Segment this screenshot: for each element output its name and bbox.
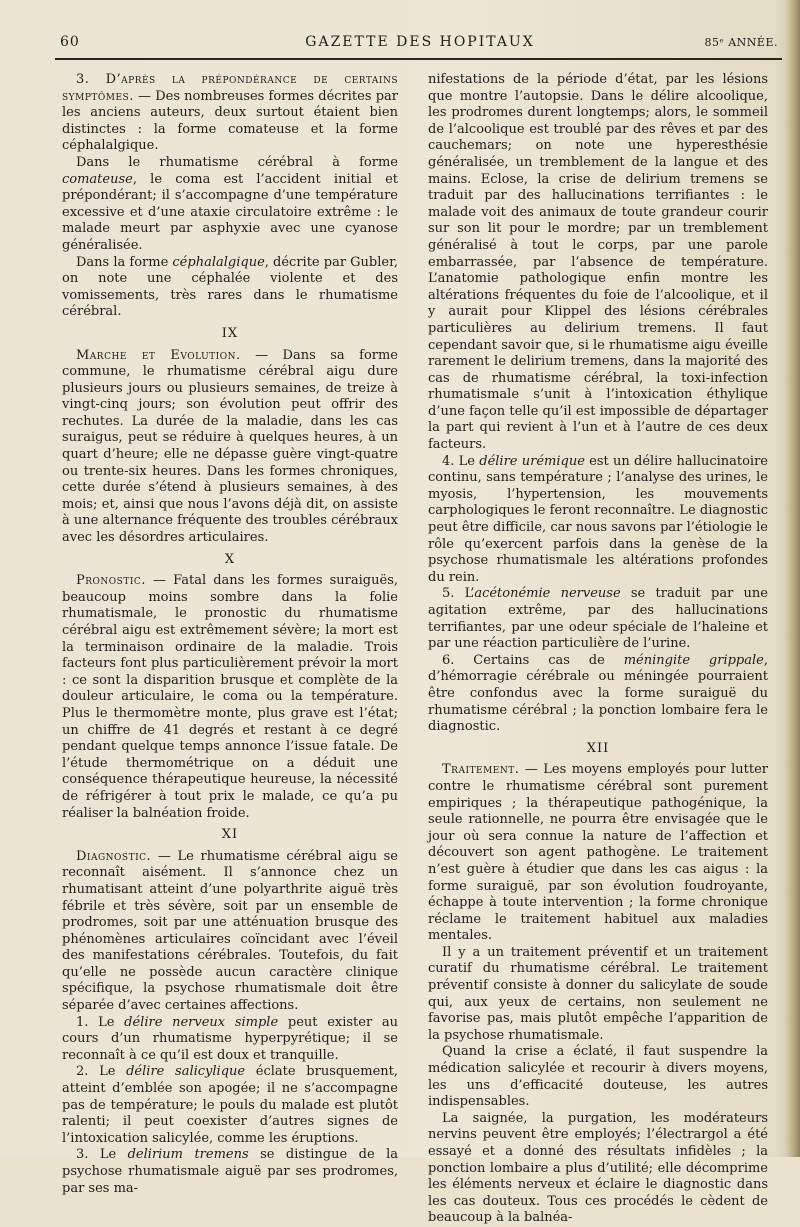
- paragraph: Pronostic. — Fatal dans les formes suraiguës, beaucoup moins sombre dans la folie rhumatismale, le pronostic du rhumatisme cérébral aigu est extrêmement sévère; la mort est la terminaison ordinaire de la maladie. Trois facteurs font plus particulièrement prévoir la mort : ce sont la disparition brusque et complète de la douleur articulaire, le coma ou la température. Plus le thermomètre monte, plus grave est l’état; un chiffre de 41 degrés et restant à ce degré pendant quelque temps annonce l’issue fatale. De l’étude thermométrique on a déduit une conséquence thérapeutique heureuse, la nécessité de réfrigérer à tout prix le malade, ce qu’a pu réaliser la balnéation froide.: [62, 573, 398, 821]
- section-number: IX: [221, 325, 239, 341]
- paragraph: 6. Certains cas de méningite grippale, d’hémorragie cérébrale ou méningée pourraient être confondus avec la forme suraiguë du rhumatisme cérébral ; la ponction lombaire fera le diagnostic.: [428, 652, 768, 735]
- paragraph: 2. Le délire salicylique éclate brusquement, atteint d’emblée son apogée; il ne s’accompagne pas de température; le pouls du malade est plutôt ralenti; il peut coexister d’autres signes de l’intoxication salicylée, comme les éruptions.: [62, 1064, 398, 1146]
- page-edge: [786, 0, 800, 1157]
- running-header: [58, 32, 782, 54]
- paragraph: Diagnostic. — Le rhumatisme cérébral aigu se reconnaît aisément. Il s’annonce chez un rhumatisant atteint d’une polyarthrite aiguë très fébrile et très sévère, soit par un ensemble de prodromes, soit par une atténuation brusque des phénomènes articulaires coïncidant avec l’éveil des manifestations cérébrales. Toutefois, du fait qu’elle ne possède aucun caractère clinique spécifique, la psychose rhumatismale doit être séparée d’avec certaines affections.: [62, 848, 398, 1014]
- section-heading: Marche et Evolution.: [76, 347, 241, 363]
- paragraph: 1. Le délire nerveux simple peut exister au cours d’un rhumatisme hyperpyrétique; il se reconnaît à ce qu’il est doux et tranquille.: [62, 1014, 399, 1063]
- section-number: XI: [221, 827, 239, 843]
- left-column: [62, 72, 398, 1197]
- paragraph: Quand la crise a éclaté, il faut suspendre la médication salicylée et recourir à divers moyens, les uns d’efficacité douteuse, les autres indispensables.: [428, 1044, 768, 1110]
- section-heading: 3. D’après la prépondérance de certains symptômes.: [62, 72, 398, 104]
- section-heading: Pronostic.: [76, 573, 146, 589]
- paragraph: nifestations de la période d’état, par les lésions que montre l’autopsie. Dans le délire alcoolique, les prodromes durent longtemps; alors, le sommeil de l’alcoolique est troublé par des rêves et par des cauchemars; on note une hyperesthésie généralisée, un tremblement de la langue et des mains. Eclose, la crise de delirium tremens se traduit par des hallucinations terrifiantes : le malade voit des animaux de toute grandeur courir sur son lit pour le mordre; par un tremblement généralisé à tout le corps, par une parole embarrassée, par l’absence de température. L’anatomie pathologique enfin montre les altérations fréquentes du foie de l’alcoolique, et il y aurait pour Klippel des lésions cérébrales particulières au delirium tremens. Il faut cependant savoir que, si le rhumatisme aigu éveille rarement le delirium tremens, dans la majorité des cas de rhumatisme cérébral, la toxi-infection rhumatismale s’unit à l’intoxication éthylique d’une façon telle qu’il est impossible de départager la part qui revient à l’un et à l’autre de ces deux facteurs.: [428, 72, 768, 453]
- right-column: [428, 72, 768, 1227]
- paragraph: Marche et Evolution. — Dans sa forme commune, le rhumatisme cérébral aigu dure plusieurs jours ou plusieurs semaines, de treize à vingt-cinq jours; son évolution peut offrir des rechutes. La durée de la maladie, dans les cas suraigus, peut se réduire à quelques heures, à un quart d’heure; elle ne dépasse guère vingt-quatre ou trente-six heures. Dans les formes chroniques, cette durée s’étend à plusieurs semaines, à des mois; et, ainsi que nous l’avons déjà dit, on assiste à une alternance fréquente des troubles cérébraux avec les désordres articulaires.: [62, 347, 398, 546]
- journal-year: 85ᵉ ANNÉE.: [704, 36, 778, 49]
- section-heading: Diagnostic.: [76, 848, 152, 864]
- section-number: X: [224, 551, 236, 567]
- journal-title: GAZETTE DES HOPITAUX: [305, 34, 535, 50]
- paragraph: Dans le rhumatisme cérébral à forme comateuse, le coma est l’accident initial et prépondérant; il s’accompagne d’une température excessive et d’une ataxie circulatoire extrême : le malade meurt par asphyxie avec une cyanose généralisée.: [62, 154, 398, 253]
- paragraph: La saignée, la purgation, les modérateurs nervins peuvent être employés; l’électrargol a été essayé et a donné des résultats infidèles ; la ponction lombaire a plus d’utilité; elle décomprime les éléments nerveux et éclaire le diagnostic dans les cas douteux. Tous ces procédés le cèdent de beaucoup à la balnéa-: [428, 1110, 768, 1226]
- paragraph: 3. D’après la prépondérance de certains symptômes. — Des nombreuses formes décrites par les anciens auteurs, deux surtout étaient bien distinctes : la forme comateuse et la forme céphalalgique.: [62, 72, 398, 154]
- header-rule: [55, 58, 782, 60]
- page-number: 60: [60, 34, 80, 50]
- paragraph: 4. Le délire urémique est un délire hallucinatoire continu, sans température ; l’analyse des urines, le myosis, l’hypertension, les mouvements carphologiques le feront reconnaître. Le diagnostic peut être difficile, car nous savons par l’étiologie le rôle qu’exercent parfois dans la genèse de la psychose rhumatismale les altérations profondes du rein.: [428, 453, 768, 585]
- paragraph: 3. Le delirium tremens se distingue de la psychose rhumatismale aiguë par ses prodromes, par ses ma-: [62, 1147, 398, 1196]
- paragraph: Traitement. — Les moyens employés pour lutter contre le rhumatisme cérébral sont purement empiriques ; la thérapeutique pathogénique, la seule rationnelle, ne pourra être envisagée que le jour où sera connue la nature de l’affection et découvert son agent pathogène. Le traitement n’est guère à étudier que dans les cas aigus : la forme suraiguë, par son évolution foudroyante, échappe à toute intervention ; la forme chronique réclame le traitement habituel aux maladies mentales.: [428, 762, 768, 944]
- paragraph: Il y a un traitement préventif et un traitement curatif du rhumatisme cérébral. Le traitement préventif consiste à donner du salicylate de soude qui, aux yeux de certains, non seulement ne favorise pas, mais plutôt empêche l’apparition de la psychose rhumatismale.: [428, 944, 768, 1043]
- paragraph: Dans la forme céphalalgique, décrite par Gubler, on note une céphalée violente et des vomissements, très rares dans le rhumatisme cérébral.: [62, 254, 399, 320]
- paragraph: 5. L’acétonémie nerveuse se traduit par une agitation extrême, par des hallucinations terrifiantes, par une odeur spéciale de l’haleine et par une réaction particulière de l’urine.: [428, 586, 768, 652]
- section-number: XII: [586, 740, 610, 756]
- section-heading: Traitement.: [442, 762, 520, 778]
